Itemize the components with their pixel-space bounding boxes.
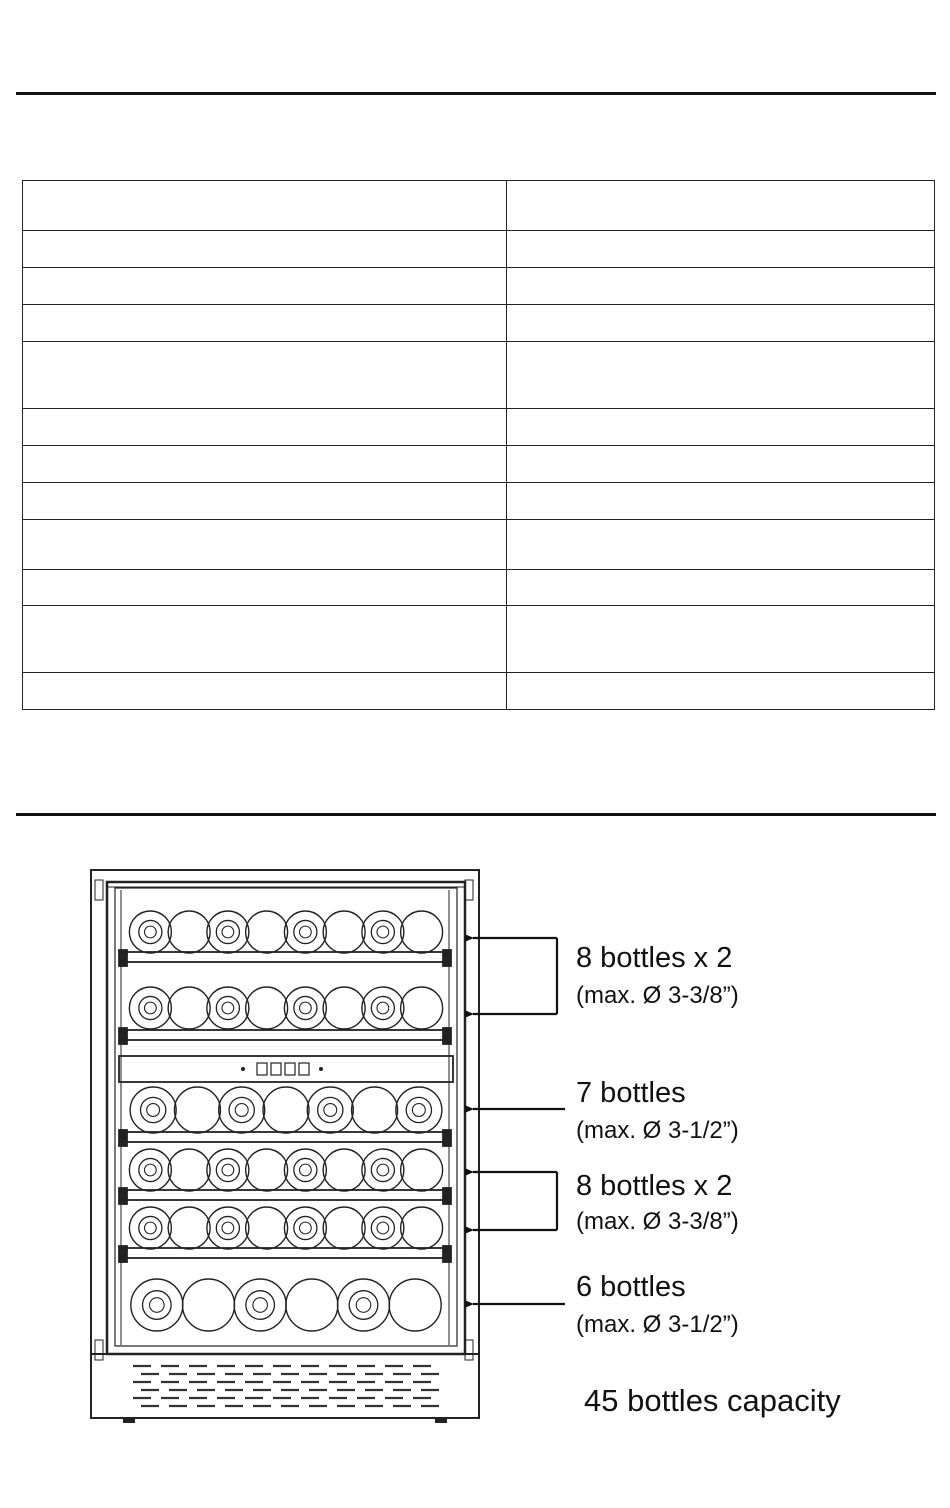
shelf-bracket: [119, 950, 127, 966]
bottle-cork: [356, 1298, 371, 1313]
bottle: [323, 911, 365, 953]
bottle: [207, 1149, 249, 1191]
bottle-cork: [377, 1222, 389, 1234]
base-grille: [91, 1354, 479, 1418]
table-row: [23, 231, 935, 268]
bottle: [246, 987, 288, 1029]
bottle-neck: [216, 1158, 239, 1181]
bottle-neck: [139, 996, 162, 1019]
bottle-cork: [412, 1104, 425, 1117]
bottle-cork: [147, 1104, 160, 1117]
capacity-label-diameter: (max. Ø 3-3/8”): [576, 1208, 739, 1235]
table-cell: [507, 231, 935, 268]
total-capacity: 45 bottles capacity: [584, 1383, 841, 1418]
bottle-cork: [377, 1002, 389, 1014]
bottle: [207, 1207, 249, 1249]
shelf: [125, 1190, 445, 1200]
bottle-neck: [143, 1291, 172, 1320]
bottle-cork: [299, 1164, 311, 1176]
capacity-label-diameter: (max. Ø 3-1/2”): [576, 1311, 739, 1338]
bottle-cork: [377, 926, 389, 938]
table-cell: [23, 446, 507, 483]
bottle: [168, 1149, 210, 1191]
table-cell: [507, 409, 935, 446]
table-row: [23, 268, 935, 305]
shelf-bracket: [119, 1130, 127, 1146]
table-cell: [507, 520, 935, 570]
table-cell: [23, 268, 507, 305]
bottle-cork: [253, 1298, 268, 1313]
bottle-neck: [371, 920, 394, 943]
bottle: [168, 911, 210, 953]
bottle: [362, 911, 404, 953]
bottle-cork: [299, 1002, 311, 1014]
bottle: [246, 1149, 288, 1191]
bottle-cork: [222, 1164, 234, 1176]
shelf-bracket: [443, 1028, 451, 1044]
control-panel: [119, 1056, 453, 1082]
table-cell: [507, 342, 935, 409]
shelf-bracket: [443, 1130, 451, 1146]
bottle-cork: [144, 926, 156, 938]
bottle-cork: [377, 1164, 389, 1176]
bottle-cork: [144, 1002, 156, 1014]
bottle: [323, 987, 365, 1029]
table-cell: [23, 606, 507, 673]
table-cell: [23, 673, 507, 710]
bottle-neck: [294, 1216, 317, 1239]
bottle: [284, 1207, 326, 1249]
shelf: [125, 1248, 445, 1258]
bottle: [131, 1279, 183, 1331]
table-cell: [507, 446, 935, 483]
bottle-neck: [216, 920, 239, 943]
table-row: [23, 305, 935, 342]
table-cell: [23, 305, 507, 342]
table-row: [23, 446, 935, 483]
bottle: [183, 1279, 235, 1331]
capacity-label-diameter: (max. Ø 3-3/8”): [576, 982, 739, 1009]
bottle-neck: [140, 1097, 165, 1122]
control-button: [285, 1063, 295, 1075]
table-cell: [23, 409, 507, 446]
bottle-cork: [144, 1164, 156, 1176]
bottle: [284, 987, 326, 1029]
bottle: [401, 1149, 443, 1191]
bottle-neck: [371, 996, 394, 1019]
bottle: [284, 1149, 326, 1191]
inner-wall: [115, 888, 457, 1346]
bottle: [401, 987, 443, 1029]
bottle: [174, 1087, 220, 1133]
table-row: [23, 673, 935, 710]
shelf-bracket: [119, 1188, 127, 1204]
table-cell: [23, 231, 507, 268]
table-cell: [23, 342, 507, 409]
table-cell: [507, 268, 935, 305]
wine-cooler-diagram: [85, 860, 485, 1425]
shelf-bracket: [119, 1246, 127, 1262]
control-button: [299, 1063, 309, 1075]
bottle: [286, 1279, 338, 1331]
shelf: [125, 1030, 445, 1040]
table-cell: [23, 570, 507, 606]
bottle-neck: [216, 1216, 239, 1239]
bottle-neck: [371, 1216, 394, 1239]
bottle-neck: [139, 920, 162, 943]
bottle-cork: [324, 1104, 337, 1117]
section-divider-middle: [16, 813, 936, 816]
bottle: [362, 1149, 404, 1191]
table-row: [23, 606, 935, 673]
control-button: [257, 1063, 267, 1075]
bottle: [207, 911, 249, 953]
table-row: [23, 570, 935, 606]
table-row: [23, 483, 935, 520]
table-row: [23, 409, 935, 446]
bottle: [129, 911, 171, 953]
table-row: [23, 342, 935, 409]
bottle: [284, 911, 326, 953]
shelf: [125, 952, 445, 962]
bottle-cork: [144, 1222, 156, 1234]
table-cell: [23, 520, 507, 570]
bottle: [168, 1207, 210, 1249]
capacity-label-count: 8 bottles x 2: [576, 1170, 733, 1202]
bottle-cork: [222, 1002, 234, 1014]
bottle: [246, 1207, 288, 1249]
bottle-cork: [222, 1222, 234, 1234]
bottle: [362, 987, 404, 1029]
section-divider-top: [16, 92, 936, 95]
bottle-neck: [406, 1097, 431, 1122]
table-row: [23, 520, 935, 570]
bottle: [323, 1149, 365, 1191]
capacity-label-count: 6 bottles: [576, 1271, 686, 1303]
control-button: [271, 1063, 281, 1075]
bottle: [219, 1087, 265, 1133]
bottle: [129, 987, 171, 1029]
bottle-cork: [299, 926, 311, 938]
table-cell: [23, 483, 507, 520]
bottle-neck: [229, 1097, 254, 1122]
table-cell: [507, 483, 935, 520]
bottle-cork: [150, 1298, 165, 1313]
shelf-bracket: [119, 1028, 127, 1044]
bottle-cork: [235, 1104, 248, 1117]
table-cell: [507, 305, 935, 342]
bottle-neck: [294, 1158, 317, 1181]
bottle: [401, 911, 443, 953]
bottle: [401, 1207, 443, 1249]
bottle: [246, 911, 288, 953]
bottle: [323, 1207, 365, 1249]
bottle-cork: [222, 926, 234, 938]
capacity-label-count: 8 bottles x 2: [576, 942, 733, 974]
capacity-label-count: 7 bottles: [576, 1077, 686, 1109]
shelf-bracket: [443, 1188, 451, 1204]
bottle: [338, 1279, 390, 1331]
bottle: [130, 1087, 176, 1133]
bottle: [168, 987, 210, 1029]
bottle: [307, 1087, 353, 1133]
table-row: [23, 181, 935, 231]
bottle: [389, 1279, 441, 1331]
bottle: [234, 1279, 286, 1331]
bottle-neck: [246, 1291, 275, 1320]
bottle-neck: [139, 1216, 162, 1239]
shelf-bracket: [443, 950, 451, 966]
table-cell: [507, 570, 935, 606]
capacity-label-diameter: (max. Ø 3-1/2”): [576, 1117, 739, 1144]
bottle: [129, 1149, 171, 1191]
bottle-neck: [216, 996, 239, 1019]
table-cell: [507, 181, 935, 231]
bottle: [396, 1087, 442, 1133]
bottle: [352, 1087, 398, 1133]
table-cell: [23, 181, 507, 231]
bottle: [129, 1207, 171, 1249]
bottle: [207, 987, 249, 1029]
bottle: [263, 1087, 309, 1133]
bottle: [362, 1207, 404, 1249]
shelf-bracket: [443, 1246, 451, 1262]
bottle-neck: [294, 920, 317, 943]
bottle-neck: [318, 1097, 343, 1122]
table-cell: [507, 673, 935, 710]
table-cell: [507, 606, 935, 673]
bottle-cork: [299, 1222, 311, 1234]
specifications-table: [22, 180, 935, 710]
bottle-neck: [294, 996, 317, 1019]
bottle-neck: [139, 1158, 162, 1181]
bottle-neck: [371, 1158, 394, 1181]
bottle-neck: [349, 1291, 378, 1320]
